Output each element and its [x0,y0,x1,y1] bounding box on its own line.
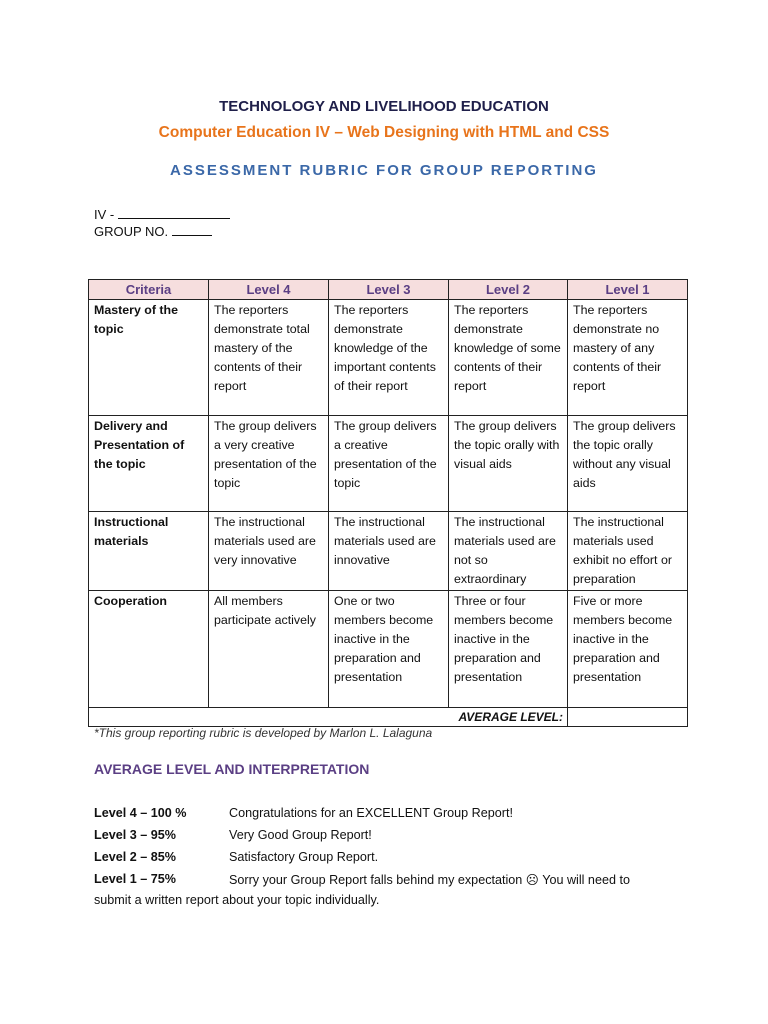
interpretation-text: Satisfactory Group Report. [229,850,379,864]
table-row [89,591,688,708]
interpretation-level: Level 4 – 100 % [94,806,187,820]
rubric-footnote: *This group reporting rubric is developed by Marlon L. Lalaguna [94,726,433,740]
level-cell: The instructional materials used are innovative [329,512,449,591]
section-field [94,206,230,222]
interpretation-level: Level 2 – 85% [94,850,176,864]
course-subtitle: Computer Education IV – Web Designing with HTML and CSS [158,124,610,141]
interpretation-level: Level 3 – 95% [94,828,176,842]
group-number-label: GROUP NO. [94,224,169,239]
level-cell: The reporters demonstrate knowledge of the important contents of their report [329,300,449,416]
table-header-row [89,280,688,300]
section-label: IV - [94,207,115,222]
group-number-blank-line [172,223,212,236]
section-blank-line [118,206,230,219]
table-row [89,512,688,591]
criteria-cell: Delivery and Presentation of the topic [89,416,209,512]
table-row [89,416,688,512]
interpretation-heading: AVERAGE LEVEL AND INTERPRETATION [94,761,370,777]
level-cell: The reporters demonstrate total mastery of the contents of their report [209,300,329,416]
document-title: TECHNOLOGY AND LIVELIHOOD EDUCATION [219,98,549,115]
criteria-cell: Instructional materials [89,512,209,591]
interpretation-text: Very Good Group Report! [229,828,372,842]
level-cell: The group delivers the topic orally with visual aids [449,416,568,512]
criteria-cell: Cooperation [89,591,209,708]
level-cell: The group delivers a creative presentation of the topic [329,416,449,512]
average-level-row [89,708,688,727]
level-cell: Five or more members become inactive in the preparation and presentation [568,591,688,708]
average-level-label: AVERAGE LEVEL: [449,708,568,727]
level-cell: Three or four members become inactive in the preparation and presentation [449,591,568,708]
interpretation-level: Level 1 – 75% [94,872,176,886]
level-cell: The reporters demonstrate no mastery of any contents of their report [568,300,688,416]
level-cell: One or two members become inactive in the preparation and presentation [329,591,449,708]
average-spacer-cell [89,708,449,727]
interpretation-continuation: submit a written report about your topic individually. [94,893,380,907]
rubric-title: ASSESSMENT RUBRIC FOR GROUP REPORTING [170,162,598,179]
level-cell: The instructional materials used are not so extraordinary [449,512,568,591]
header-level-1: Level 1 [568,280,688,300]
interpretation-text: Sorry your Group Report falls behind my expectation ☹ You will need to [229,873,630,887]
header-level-4: Level 4 [209,280,329,300]
header-criteria: Criteria [89,280,209,300]
level-cell: All members participate actively [209,591,329,708]
level-cell: The group delivers a very creative presentation of the topic [209,416,329,512]
level-cell: The reporters demonstrate knowledge of some contents of their report [449,300,568,416]
level-cell: The group delivers the topic orally without any visual aids [568,416,688,512]
header-level-3: Level 3 [329,280,449,300]
level-cell: The instructional materials used exhibit no effort or preparation [568,512,688,591]
level-cell: The instructional materials used are very innovative [209,512,329,591]
group-number-field [94,223,212,239]
interpretation-text: Congratulations for an EXCELLENT Group Report! [229,806,513,820]
criteria-cell: Mastery of the topic [89,300,209,416]
rubric-table [88,279,688,727]
average-level-value-cell [568,708,688,727]
table-row [89,300,688,416]
header-level-2: Level 2 [449,280,568,300]
